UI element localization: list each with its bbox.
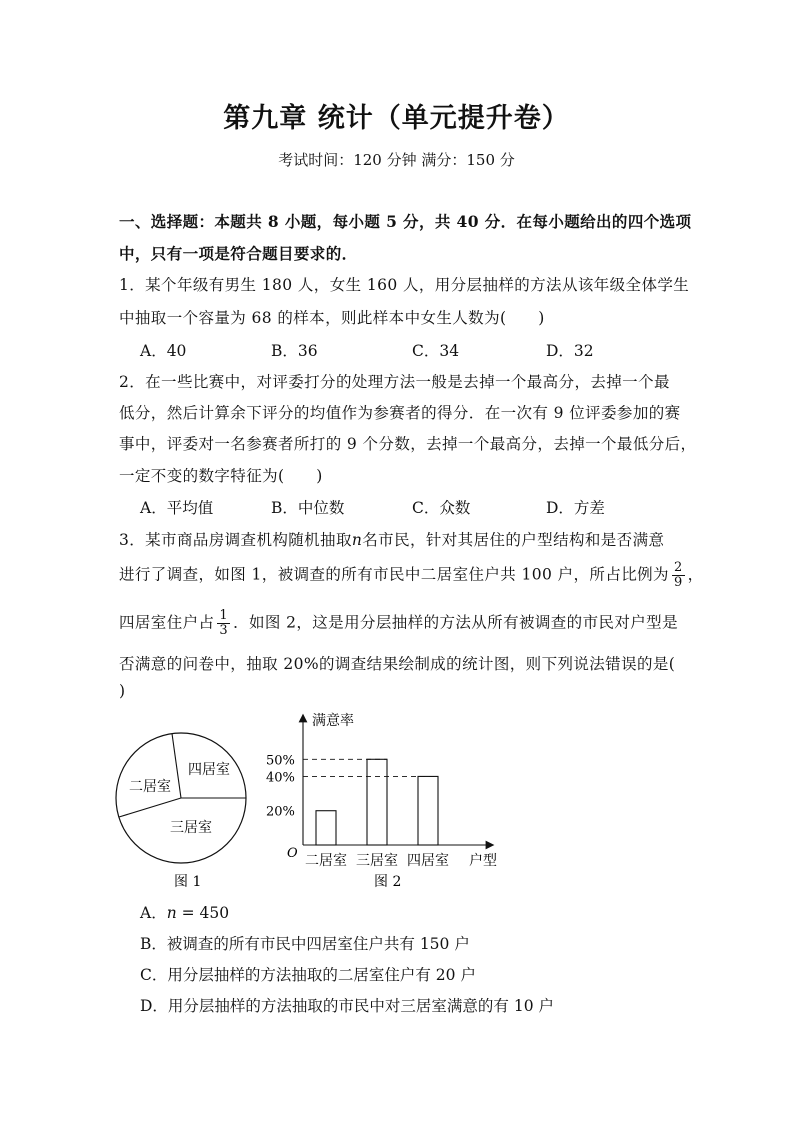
q1-line2: 中抽取一个容量为 68 的样本，则此样本中女生人数为( ) (119, 309, 545, 327)
q1-line1: 1．某个年级有男生 180 人，女生 160 人，用分层抽样的方法从该年级全体学生 (119, 276, 690, 294)
q2-option-d[interactable]: D．方差 (546, 499, 605, 517)
pie-caption: 图 1 (174, 874, 202, 890)
frac2-numerator: 1 (219, 608, 229, 623)
q3-line3-text-b: ．如图 2，这是用分层抽样的方法从所有被调查的市民对户型是 (233, 613, 678, 632)
fraction-one-third (217, 609, 230, 638)
q3-option-a-value: = 450 (176, 904, 230, 922)
x-tick-label: 三居室 (356, 853, 398, 869)
q2-option-c[interactable]: C．众数 (412, 499, 471, 517)
y-tick-label: 40% (266, 770, 295, 786)
q2-option-a[interactable]: A．平均值 (140, 499, 214, 517)
origin-label: O (287, 846, 298, 861)
q1-option-d[interactable]: D．32 (546, 342, 594, 360)
q3-line5: ) (119, 682, 126, 700)
q3-line2-text: 进行了调查，如图 1，被调查的所有市民中二居室住户共 100 户，所占比例为 (119, 565, 669, 584)
pie-divider-3 (119, 798, 181, 817)
frac1-numerator: 2 (673, 560, 683, 575)
frac1-denominator: 9 (673, 575, 683, 590)
bar (418, 776, 438, 845)
q3-line3 (119, 609, 678, 638)
pie-label-two-room: 二居室 (129, 779, 171, 795)
q3-line2 (119, 561, 704, 590)
q3-line1 (119, 528, 664, 550)
q1-option-c[interactable]: C．34 (412, 342, 460, 360)
pie-divider-1 (172, 734, 181, 798)
y-tick-label: 50% (266, 753, 295, 769)
y-tick-label: 20% (266, 804, 295, 820)
q1-option-b[interactable]: B．36 (271, 342, 318, 360)
bar-chart (262, 710, 512, 890)
frac2-denominator: 3 (219, 623, 229, 638)
q2-line3: 事中，评委对一名参赛者所打的 9 个分数，去掉一个最高分，去掉一个最低分后， (119, 435, 697, 453)
q3-line4: 否满意的问卷中，抽取 20%的调查结果绘制成的统计图，则下列说法错误的是( (119, 655, 676, 673)
pie-label-three-room: 三居室 (170, 820, 212, 836)
bar (367, 759, 387, 845)
q3-variable-n: n (351, 531, 363, 549)
q3-option-d[interactable]: D．用分层抽样的方法抽取的市民中对三居室满意的有 10 户 (140, 997, 555, 1015)
page-title: 第九章 统计（单元提升卷） (223, 103, 570, 134)
pie-label-four-room: 四居室 (188, 762, 230, 778)
q2-line4: 一定不变的数字特征为( ) (119, 467, 323, 485)
q1-option-a[interactable]: A．40 (140, 342, 187, 360)
section-heading-line2: 中，只有一项是符合题目要求的． (119, 244, 358, 263)
q3-option-a-label: A． (140, 904, 167, 922)
q3-option-a-variable: n (166, 904, 177, 922)
section-heading-line1: 一、选择题：本题共 8 小题，每小题 5 分，共 40 分．在每小题给出的四个选项 (119, 212, 692, 231)
q3-line1-text-a: 3．某市商品房调查机构随机抽取 (119, 531, 352, 549)
q3-line3-text-a: 四居室住户占 (119, 613, 215, 632)
bar (316, 811, 336, 845)
x-tick-label: 二居室 (305, 853, 347, 869)
q2-option-b[interactable]: B．中位数 (271, 499, 345, 517)
q3-line2-comma: ， (687, 565, 704, 584)
x-axis-label: 户型 (469, 853, 497, 869)
q3-option-a[interactable] (140, 901, 229, 923)
y-axis-label: 满意率 (312, 713, 354, 729)
x-tick-label: 四居室 (407, 853, 449, 869)
bar-chart-caption: 图 2 (374, 874, 402, 890)
exam-info: 考试时间：120 分钟 满分：150 分 (278, 151, 515, 169)
pie-figure (110, 722, 270, 897)
q2-line2: 低分，然后计算余下评分的均值作为参赛者的得分．在一次有 9 位评委参加的赛 (119, 404, 681, 422)
q3-option-c[interactable]: C．用分层抽样的方法抽取的二居室住户有 20 户 (140, 966, 476, 984)
q3-option-b[interactable]: B．被调查的所有市民中四居室住户共有 150 户 (140, 935, 470, 953)
q3-line1-text-b: 名市民，针对其居住的户型结构和是否满意 (362, 531, 665, 549)
fraction-two-ninths (672, 561, 685, 590)
q2-line1: 2．在一些比赛中，对评委打分的处理方法一般是去掉一个最高分，去掉一个最 (119, 373, 670, 391)
